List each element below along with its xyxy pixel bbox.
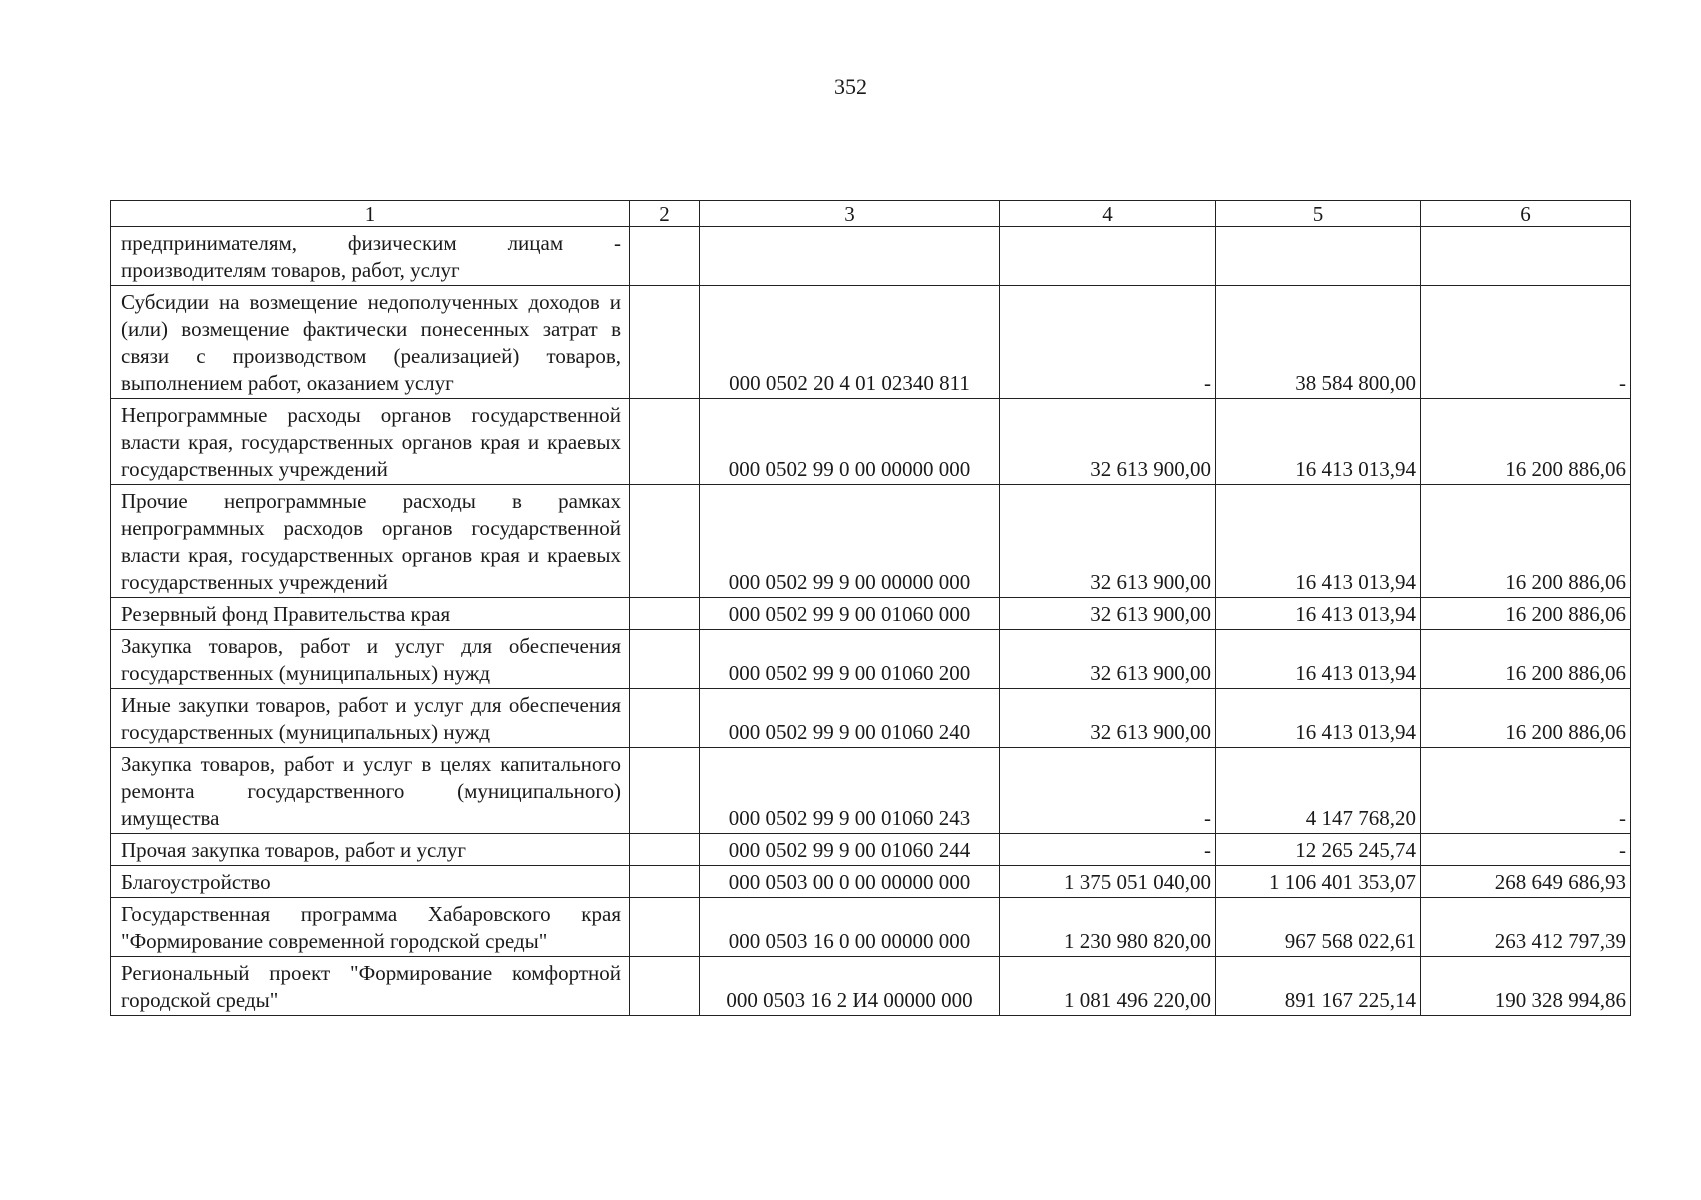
row-value-6: 16 200 886,06	[1421, 399, 1631, 485]
table-row	[111, 898, 1631, 957]
row-name: Государственная программа Хабаровского края "Формирование современной городской среды"	[111, 898, 630, 957]
row-col2	[630, 630, 700, 689]
row-value-5: 12 265 245,74	[1216, 834, 1421, 866]
row-col2	[630, 485, 700, 598]
table-row	[111, 748, 1631, 834]
column-header-4: 4	[1000, 201, 1216, 227]
row-value-6: -	[1421, 834, 1631, 866]
row-code: 000 0502 20 4 01 02340 811	[700, 286, 1000, 399]
row-value-6: 190 328 994,86	[1421, 957, 1631, 1016]
table-row	[111, 399, 1631, 485]
row-code: 000 0502 99 9 00 01060 200	[700, 630, 1000, 689]
row-col2	[630, 689, 700, 748]
row-code: 000 0503 16 2 И4 00000 000	[700, 957, 1000, 1016]
row-code: 000 0503 00 0 00 00000 000	[700, 866, 1000, 898]
row-value-5: 16 413 013,94	[1216, 689, 1421, 748]
row-value-4: -	[1000, 286, 1216, 399]
row-name: Закупка товаров, работ и услуг для обеспечения государственных (муниципальных) нужд	[111, 630, 630, 689]
header-row	[111, 201, 1631, 227]
column-header-6: 6	[1421, 201, 1631, 227]
row-value-5: 16 413 013,94	[1216, 399, 1421, 485]
row-value-6: -	[1421, 286, 1631, 399]
row-name: Закупка товаров, работ и услуг в целях капитального ремонта государственного (муниципального) имущества	[111, 748, 630, 834]
row-value-4: 32 613 900,00	[1000, 630, 1216, 689]
column-header-5: 5	[1216, 201, 1421, 227]
row-value-5: 1 106 401 353,07	[1216, 866, 1421, 898]
row-name: Региональный проект "Формирование комфортной городской среды"	[111, 957, 630, 1016]
row-value-5: 4 147 768,20	[1216, 748, 1421, 834]
table-row	[111, 485, 1631, 598]
table-row	[111, 227, 1631, 286]
budget-table	[110, 200, 1631, 1016]
row-name: Резервный фонд Правительства края	[111, 598, 630, 630]
row-value-6: 268 649 686,93	[1421, 866, 1631, 898]
row-value-5: 16 413 013,94	[1216, 598, 1421, 630]
table-row	[111, 957, 1631, 1016]
table-row	[111, 286, 1631, 399]
row-value-4: 32 613 900,00	[1000, 485, 1216, 598]
row-value-6: -	[1421, 748, 1631, 834]
row-value-4: 32 613 900,00	[1000, 598, 1216, 630]
row-value-4: 1 230 980 820,00	[1000, 898, 1216, 957]
table-row	[111, 598, 1631, 630]
row-value-5	[1216, 227, 1421, 286]
row-col2	[630, 866, 700, 898]
row-name: Непрограммные расходы органов государственной власти края, государственных органов края и краевых государственных учреждений	[111, 399, 630, 485]
row-value-5: 891 167 225,14	[1216, 957, 1421, 1016]
table-body	[111, 227, 1631, 1016]
row-name: Иные закупки товаров, работ и услуг для обеспечения государственных (муниципальных) нужд	[111, 689, 630, 748]
row-code: 000 0502 99 9 00 00000 000	[700, 485, 1000, 598]
row-value-6: 16 200 886,06	[1421, 485, 1631, 598]
table-row	[111, 630, 1631, 689]
row-code: 000 0502 99 9 00 01060 000	[700, 598, 1000, 630]
row-name: Субсидии на возмещение недополученных доходов и (или) возмещение фактически понесенных затрат в связи с производством (реализацией) товаров, выполнением работ, оказанием услуг	[111, 286, 630, 399]
column-header-3: 3	[700, 201, 1000, 227]
row-value-6: 16 200 886,06	[1421, 630, 1631, 689]
row-value-4: 32 613 900,00	[1000, 689, 1216, 748]
row-name: предпринимателям, физическим лицам - производителям товаров, работ, услуг	[111, 227, 630, 286]
row-code	[700, 227, 1000, 286]
row-code: 000 0503 16 0 00 00000 000	[700, 898, 1000, 957]
row-name: Прочая закупка товаров, работ и услуг	[111, 834, 630, 866]
table-row	[111, 689, 1631, 748]
row-value-5: 16 413 013,94	[1216, 630, 1421, 689]
row-col2	[630, 898, 700, 957]
column-header-1: 1	[111, 201, 630, 227]
row-value-4: -	[1000, 748, 1216, 834]
row-value-4	[1000, 227, 1216, 286]
row-value-6: 16 200 886,06	[1421, 598, 1631, 630]
row-code: 000 0502 99 0 00 00000 000	[700, 399, 1000, 485]
row-col2	[630, 748, 700, 834]
row-value-6: 16 200 886,06	[1421, 689, 1631, 748]
table-row	[111, 866, 1631, 898]
row-col2	[630, 227, 700, 286]
page-number: 352	[834, 74, 867, 99]
row-name: Прочие непрограммные расходы в рамках непрограммных расходов органов государственной власти края, государственных органов края и краевых государственных учреждений	[111, 485, 630, 598]
row-value-5: 16 413 013,94	[1216, 485, 1421, 598]
row-col2	[630, 598, 700, 630]
row-name: Благоустройство	[111, 866, 630, 898]
row-col2	[630, 286, 700, 399]
row-code: 000 0502 99 9 00 01060 240	[700, 689, 1000, 748]
row-col2	[630, 399, 700, 485]
row-code: 000 0502 99 9 00 01060 244	[700, 834, 1000, 866]
row-value-6: 263 412 797,39	[1421, 898, 1631, 957]
table-row	[111, 834, 1631, 866]
row-value-6	[1421, 227, 1631, 286]
row-value-5: 38 584 800,00	[1216, 286, 1421, 399]
row-value-4: 1 375 051 040,00	[1000, 866, 1216, 898]
column-header-2: 2	[630, 201, 700, 227]
row-col2	[630, 957, 700, 1016]
row-value-4: -	[1000, 834, 1216, 866]
row-value-5: 967 568 022,61	[1216, 898, 1421, 957]
row-value-4: 32 613 900,00	[1000, 399, 1216, 485]
row-code: 000 0502 99 9 00 01060 243	[700, 748, 1000, 834]
row-value-4: 1 081 496 220,00	[1000, 957, 1216, 1016]
row-col2	[630, 834, 700, 866]
